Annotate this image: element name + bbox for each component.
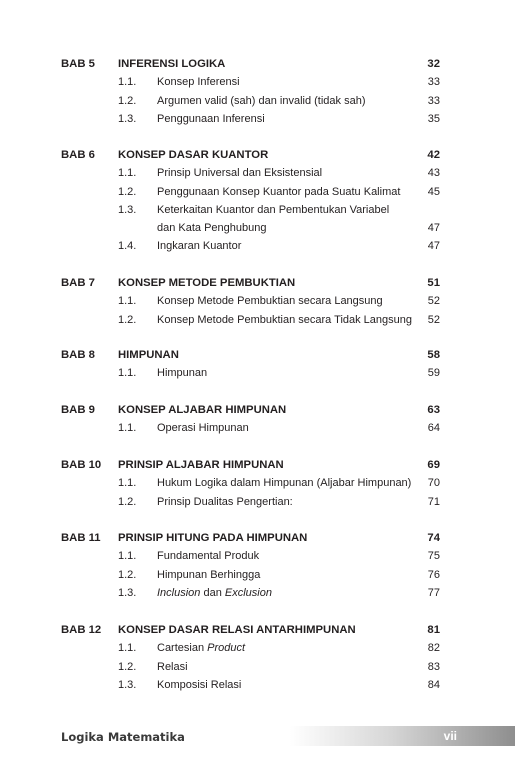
- chapter-heading-row[interactable]: [0, 346, 515, 364]
- section-title-part: Inclusion: [157, 586, 201, 599]
- section-row-continuation[interactable]: [0, 219, 515, 237]
- section-title: [157, 639, 245, 657]
- section-title-part: dan: [200, 586, 225, 599]
- section-page: 75: [427, 550, 440, 563]
- chapter-label: BAB 5: [61, 58, 95, 70]
- section-title: [157, 584, 272, 602]
- section-title-part: Product: [207, 642, 246, 655]
- section-number: 1.1.: [118, 477, 137, 490]
- section-row[interactable]: [0, 292, 515, 310]
- section-page: 52: [427, 313, 440, 326]
- section-number: 1.2.: [118, 313, 137, 326]
- section-title: Relasi: [157, 660, 188, 673]
- section-title: Penggunaan Konsep Kuantor pada Suatu Kalimat: [157, 185, 401, 198]
- section-title: Keterkaitan Kuantor dan Pembentukan Variabel: [157, 203, 390, 216]
- section-number: 1.1.: [118, 295, 137, 308]
- chapter-label: BAB 10: [61, 459, 102, 471]
- section-title: Penggunaan Inferensi: [157, 112, 265, 125]
- chapter-label: BAB 6: [61, 149, 95, 161]
- section-page: 83: [427, 660, 440, 673]
- section-title: Operasi Himpunan: [157, 422, 249, 435]
- section-number: 1.1.: [118, 76, 137, 89]
- section-number: 1.1.: [118, 367, 137, 380]
- section-page: 76: [427, 568, 440, 581]
- footer-page-number: vii: [443, 729, 457, 743]
- section-row[interactable]: [0, 92, 515, 110]
- section-page: 47: [427, 222, 440, 235]
- chapter-page: 63: [427, 404, 440, 416]
- chapter-title: INFERENSI LOGIKA: [118, 58, 226, 70]
- chapter-heading-row[interactable]: [0, 456, 515, 474]
- toc-chapter: [0, 55, 515, 128]
- section-number: 1.2.: [118, 568, 137, 581]
- section-title: Himpunan: [157, 367, 208, 380]
- section-title: Prinsip Dualitas Pengertian:: [157, 495, 293, 508]
- toc-chapter: [0, 401, 515, 438]
- section-row[interactable]: [0, 547, 515, 565]
- section-row[interactable]: [0, 566, 515, 584]
- section-row[interactable]: [0, 493, 515, 511]
- footer-book-title: Logika Matematika: [61, 730, 185, 744]
- section-row[interactable]: [0, 639, 515, 657]
- section-page: 64: [427, 422, 440, 435]
- chapter-page: 32: [427, 58, 440, 70]
- chapter-label: BAB 9: [61, 404, 95, 416]
- section-row[interactable]: [0, 419, 515, 437]
- chapter-page: 74: [427, 532, 440, 544]
- section-page: 35: [427, 112, 440, 125]
- section-number: 1.3.: [118, 678, 137, 691]
- section-title: Himpunan Berhingga: [157, 568, 261, 581]
- toc-chapter: [0, 274, 515, 329]
- section-title: Prinsip Universal dan Eksistensial: [157, 167, 323, 180]
- chapter-label: BAB 7: [61, 277, 95, 289]
- chapter-page: 81: [427, 624, 440, 636]
- chapter-title: KONSEP DASAR KUANTOR: [118, 149, 269, 161]
- section-number: 1.4.: [118, 240, 137, 253]
- section-number: 1.1.: [118, 642, 137, 655]
- section-title: Komposisi Relasi: [157, 678, 242, 691]
- toc-chapter: [0, 456, 515, 511]
- section-number: 1.3.: [118, 112, 137, 125]
- section-title-continuation: dan Kata Penghubung: [157, 222, 267, 235]
- section-row[interactable]: [0, 364, 515, 382]
- section-page: 84: [427, 678, 440, 691]
- section-title: Fundamental Produk: [157, 550, 260, 563]
- section-page: 70: [427, 477, 440, 490]
- section-title: Hukum Logika dalam Himpunan (Aljabar Himpunan): [157, 477, 412, 490]
- chapter-page: 51: [427, 277, 440, 289]
- toc-chapter: [0, 621, 515, 694]
- section-row[interactable]: [0, 110, 515, 128]
- section-title: Konsep Metode Pembuktian secara Langsung: [157, 295, 383, 308]
- section-page: 82: [427, 642, 440, 655]
- section-page: 33: [427, 76, 440, 89]
- section-number: 1.1.: [118, 167, 137, 180]
- section-number: 1.3.: [118, 586, 137, 599]
- section-row[interactable]: [0, 201, 515, 219]
- section-number: 1.2.: [118, 185, 137, 198]
- section-page: 45: [427, 185, 440, 198]
- section-page: 47: [427, 240, 440, 253]
- chapter-title: KONSEP DASAR RELASI ANTARHIMPUNAN: [118, 624, 356, 636]
- section-title: Konsep Inferensi: [157, 76, 240, 89]
- chapter-heading-row[interactable]: [0, 529, 515, 547]
- section-page: 52: [427, 295, 440, 308]
- section-number: 1.2.: [118, 660, 137, 673]
- section-page: 71: [427, 495, 440, 508]
- chapter-title: KONSEP METODE PEMBUKTIAN: [118, 277, 296, 289]
- section-row[interactable]: [0, 311, 515, 329]
- chapter-title: PRINSIP HITUNG PADA HIMPUNAN: [118, 532, 308, 544]
- section-number: 1.3.: [118, 203, 137, 216]
- section-row[interactable]: [0, 658, 515, 676]
- chapter-page: 58: [427, 349, 440, 361]
- section-row[interactable]: [0, 73, 515, 91]
- chapter-heading-row[interactable]: [0, 55, 515, 73]
- chapter-page: 69: [427, 459, 440, 471]
- section-number: 1.1.: [118, 550, 137, 563]
- chapter-heading-row[interactable]: [0, 146, 515, 164]
- chapter-heading-row[interactable]: [0, 621, 515, 639]
- toc-chapter: [0, 346, 515, 383]
- footer-gradient-band: [290, 726, 515, 746]
- chapter-title: HIMPUNAN: [118, 349, 179, 361]
- chapter-title: PRINSIP ALJABAR HIMPUNAN: [118, 459, 284, 471]
- section-page: 59: [427, 367, 440, 380]
- chapter-heading-row[interactable]: [0, 274, 515, 292]
- chapter-heading-row[interactable]: [0, 401, 515, 419]
- section-number: 1.2.: [118, 94, 137, 107]
- chapter-title: KONSEP ALJABAR HIMPUNAN: [118, 404, 287, 416]
- section-row[interactable]: [0, 164, 515, 182]
- section-number: 1.1.: [118, 422, 137, 435]
- chapter-page: 42: [427, 149, 440, 161]
- section-title-part: Exclusion: [224, 586, 272, 599]
- chapter-label: BAB 11: [61, 532, 101, 544]
- section-row[interactable]: [0, 676, 515, 694]
- chapter-label: BAB 8: [61, 349, 95, 361]
- section-row[interactable]: [0, 474, 515, 492]
- section-row[interactable]: [0, 584, 515, 602]
- section-title: Ingkaran Kuantor: [157, 240, 242, 253]
- section-title: Argumen valid (sah) dan invalid (tidak sah): [157, 94, 366, 107]
- section-page: 43: [427, 167, 440, 180]
- section-row[interactable]: [0, 237, 515, 255]
- toc-chapter: [0, 529, 515, 602]
- section-number: 1.2.: [118, 495, 137, 508]
- section-title: Konsep Metode Pembuktian secara Tidak Langsung: [157, 313, 412, 326]
- section-row[interactable]: [0, 183, 515, 201]
- toc-chapter: [0, 146, 515, 256]
- section-page: 33: [427, 94, 440, 107]
- page-footer: [0, 726, 515, 748]
- section-page: 77: [427, 586, 440, 599]
- chapter-label: BAB 12: [61, 624, 102, 636]
- section-title-part: Cartesian: [157, 642, 208, 655]
